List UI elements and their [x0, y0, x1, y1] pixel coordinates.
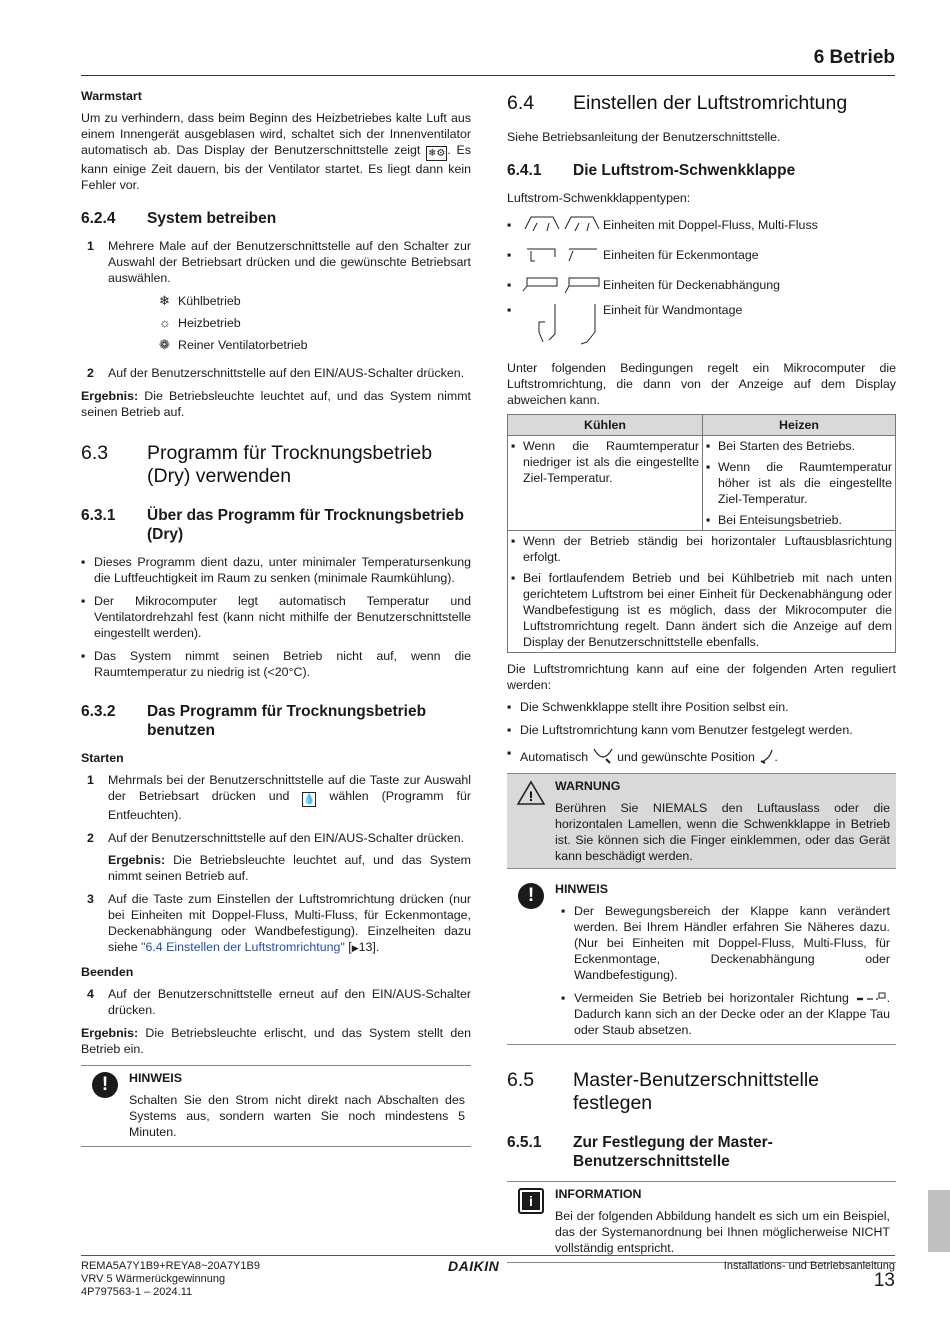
list-item: ▪ Automatisch und gewünschte Position .	[507, 746, 778, 764]
section-6-2-4-heading: 6.2.4 System betreiben	[81, 210, 277, 227]
ceiling-flap-icon	[521, 273, 603, 297]
defrost-display-icon: ❄⚙	[428, 148, 446, 159]
conditions-text: Unter folgenden Bedingungen regelt ein Mikrocomputer die Luftstromrichtung, die dann von der Anzeige auf dem Display abweichen kann.	[507, 361, 896, 407]
section-6-5-heading: 6.5 Master-Benutzerschnittstelle festlegen	[507, 1069, 820, 1114]
corner-flap-icon	[521, 243, 603, 267]
end-label: Beenden	[81, 965, 134, 979]
page-ref-arrow-icon: ▶	[351, 943, 359, 953]
warmstart-title: Warmstart	[81, 89, 142, 103]
section-6-3-1-heading: 6.3.1 Über das Programm für Trocknungsbetrieb (Dry)	[81, 507, 464, 543]
footer-rule	[81, 1255, 895, 1256]
double-flow-flap-icon	[521, 213, 603, 237]
section-6-3-2-heading: 6.3.2 Das Programm für Trocknungsbetrieb benutzen	[81, 703, 427, 739]
result-text: Ergebnis: Die Betriebsleuchte leuchtet auf, und das System nimmt seinen Betrieb auf.	[81, 389, 471, 419]
flap-types-label: Luftstrom-Schwenkklappentypen:	[507, 191, 691, 205]
step-3: 3 Auf die Taste zum Einstellen der Luftstromrichtung drücken (nur bei Einheiten mit Doppel-Fluss, Multi-Fluss, für Eckenmontage, Deckenabhängung oder Wandbefestigung). Einzelheiten dazu siehe "6.4 Einstellen der Luftstromrichtung" [▶13].	[87, 892, 471, 954]
warmstart-text: Um zu verhindern, dass beim Beginn des Heizbetriebes kalte Luft aus einem Innengerät ausgeblasen wird, schaltet sich der Innenventilator automatisch ab. Das Display der Benutzerschnittstelle zeigt ❄⚙ . Es kann einige Zeit dauern, bis der Ventilator startet. Es liegt dann kein Fehler vor.	[81, 111, 471, 192]
start-label: Starten	[81, 751, 124, 765]
left-column	[81, 88, 471, 1155]
chapter-title: 6 Betrieb	[813, 47, 895, 68]
page-number: 13	[873, 1270, 895, 1291]
list-item: ▪ Der Mikrocomputer legt automatisch Temperatur und Ventilatordrehzahl fest (kann nicht mithilfe der Benutzerschnittstelle eingestellt werden).	[81, 594, 471, 640]
snowflake-icon: ❄	[159, 293, 170, 308]
result-text: Ergebnis: Die Betriebsleuchte erlischt, und das System stellt den Betrieb ein.	[81, 1026, 471, 1056]
table-cell-heating: ▪ Bei Starten des Betriebs. ▪ Wenn die Raumtemperatur höher ist als die eingestellte Ziel-Temperatur. ▪ Bei Enteisungsbetrieb.	[703, 436, 896, 531]
step-1: 1 Mehrmals bei der Benutzerschnittstelle auf die Taste zur Auswahl der Betriebsart drücken und 💧 wählen (Programm für Entfeuchten).	[87, 773, 471, 822]
warning-box: ! WARNUNG Berühren Sie NIEMALS den Luftauslass oder die horizontalen Lamellen, wenn die Schwenkklappe in Betrieb ist. Sie können sich die Finger einklemmen, oder das Gerät kann beschädigt werden.	[507, 773, 896, 869]
exclamation-icon: !	[518, 883, 544, 909]
flap-type-double-multi: ▪ Einheiten mit Doppel-Fluss, Multi-Fluss	[507, 210, 896, 240]
table-header-cooling: Kühlen	[508, 415, 703, 436]
section-6-3-heading: 6.3 Programm für Trocknungsbetrieb (Dry) verwenden	[81, 442, 433, 487]
exclamation-icon: !	[92, 1072, 118, 1098]
fixed-position-icon	[758, 748, 774, 764]
table-cell-both: ▪ Wenn der Betrieb ständig bei horizontaler Luftausblasrichtung erfolgt. ▪ Bei fortlaufendem Betrieb und bei Kühlbetrieb mit nach unten gerichtetem Luftstrom bei einer Einheit für Deckenabhängung oder Wandbefestigung ist es möglich, dass der Mikrocomputer die Luftstromrichtung regelt. Dann ändert sich die Anzeige auf dem Display der Benutzerschnittstelle ebenfalls.	[508, 531, 896, 653]
dry-mode-icon: 💧	[303, 794, 316, 805]
section-6-4-intro: Siehe Betriebsanleitung der Benutzerschnittstelle.	[507, 130, 781, 144]
sun-icon: ☼	[159, 315, 171, 330]
fan-icon: ❁	[159, 337, 170, 352]
airflow-conditions-table	[507, 414, 896, 653]
flap-type-ceiling: ▪ Einheiten für Deckenabhängung	[507, 270, 896, 300]
list-item: ▪ Die Luftstromrichtung kann vom Benutzer festgelegt werden.	[507, 723, 853, 737]
footer-manual-title: Installations- und Betriebsanleitung	[723, 1260, 895, 1272]
mode-cooling: ❄ Kühlbetrieb	[159, 293, 241, 308]
auto-swing-icon	[592, 745, 614, 765]
list-item: ▪ Die Schwenkklappe stellt ihre Position selbst ein.	[507, 700, 789, 714]
svg-text:!: !	[528, 788, 534, 804]
chapter-tab	[928, 1190, 950, 1252]
list-item: ▪ Dieses Programm dient dazu, unter minimaler Temperatursenkung die Luftfeuchtigkeit im Raum zu senken (minimale Raumkühlung).	[81, 555, 471, 585]
wall-flap-icon	[521, 302, 603, 348]
step-1: 1 Mehrere Male auf der Benutzerschnittstelle auf den Schalter zur Auswahl der Betriebsart drücken und die gewünschte Betriebsart auswählen.	[87, 239, 471, 285]
ways-intro: Die Luftstromrichtung kann auf eine der folgenden Arten reguliert werden:	[507, 662, 896, 692]
section-6-4-heading: 6.4 Einstellen der Luftstromrichtung	[507, 92, 848, 114]
warning-triangle-icon	[517, 780, 545, 806]
info-icon: i	[518, 1188, 544, 1214]
flap-type-corner: ▪ Einheiten für Eckenmontage	[507, 240, 896, 270]
flap-type-wall: ▪ Einheit für Wandmontage	[507, 300, 896, 350]
info-box: i INFORMATION Bei der folgenden Abbildung handelt es sich um ein Beispiel, das der Systemanordnung bei Ihnen möglicherweise NICHT vollständig entspricht.	[507, 1181, 896, 1263]
step-2: 2 Auf der Benutzerschnittstelle auf den EIN/AUS-Schalter drücken. Ergebnis: Die Betriebsleuchte leuchtet auf, und das System nimmt seinen Betrieb auf.	[87, 831, 471, 883]
footer-left: REMA5A7Y1B9+REYA8~20A7Y1B9 VRV 5 Wärmerückgewinnung 4P797563-1 – 2024.11	[81, 1260, 260, 1298]
link-section-6-4[interactable]: "6.4 Einstellen der Luftstromrichtung"	[141, 940, 345, 954]
section-6-5-1-heading: 6.5.1 Zur Festlegung der Master-Benutzerschnittstelle	[507, 1134, 773, 1170]
table-cell-cooling: ▪ Wenn die Raumtemperatur niedriger ist als die eingestellte Ziel-Temperatur.	[508, 436, 703, 531]
horizontal-direction-icon	[855, 991, 887, 1003]
header-rule	[81, 75, 895, 76]
mode-heating: ☼ Heizbetrieb	[159, 315, 241, 330]
note-box: ! HINWEIS ▪ Der Bewegungsbereich der Klappe kann verändert werden. Bei Ihrem Händler erfahren Sie Näheres dazu. (Nur bei Einheiten mit Doppel-Fluss, Multi-Fluss, für Eckenmontage, Deckenabhängung oder Wandbefestigung). ▪ Vermeiden Sie Betrieb bei horizontaler Richtung . Dadurch kann sich an der Decke oder an der Klappe Tau oder Staub absetzen.	[507, 877, 896, 1045]
note-box: ! HINWEIS Schalten Sie den Strom nicht direkt nach Abschalten des Systems aus, sondern warten Sie noch mindestens 5 Minuten.	[81, 1065, 471, 1147]
step-2: 2 Auf der Benutzerschnittstelle auf den EIN/AUS-Schalter drücken.	[87, 366, 465, 380]
mode-fan: ❁ Reiner Ventilatorbetrieb	[159, 337, 308, 352]
step-4: 4 Auf der Benutzerschnittstelle erneut auf den EIN/AUS-Schalter drücken.	[87, 987, 471, 1017]
daikin-logo: DAIKIN	[448, 1258, 500, 1274]
right-column	[507, 92, 896, 1271]
section-6-4-1-heading: 6.4.1 Die Luftstrom-Schwenkklappe	[507, 162, 796, 179]
table-header-heating: Heizen	[703, 415, 896, 436]
list-item: ▪ Das System nimmt seinen Betrieb nicht auf, wenn die Raumtemperatur zu niedrig ist (<20°C).	[81, 649, 471, 679]
